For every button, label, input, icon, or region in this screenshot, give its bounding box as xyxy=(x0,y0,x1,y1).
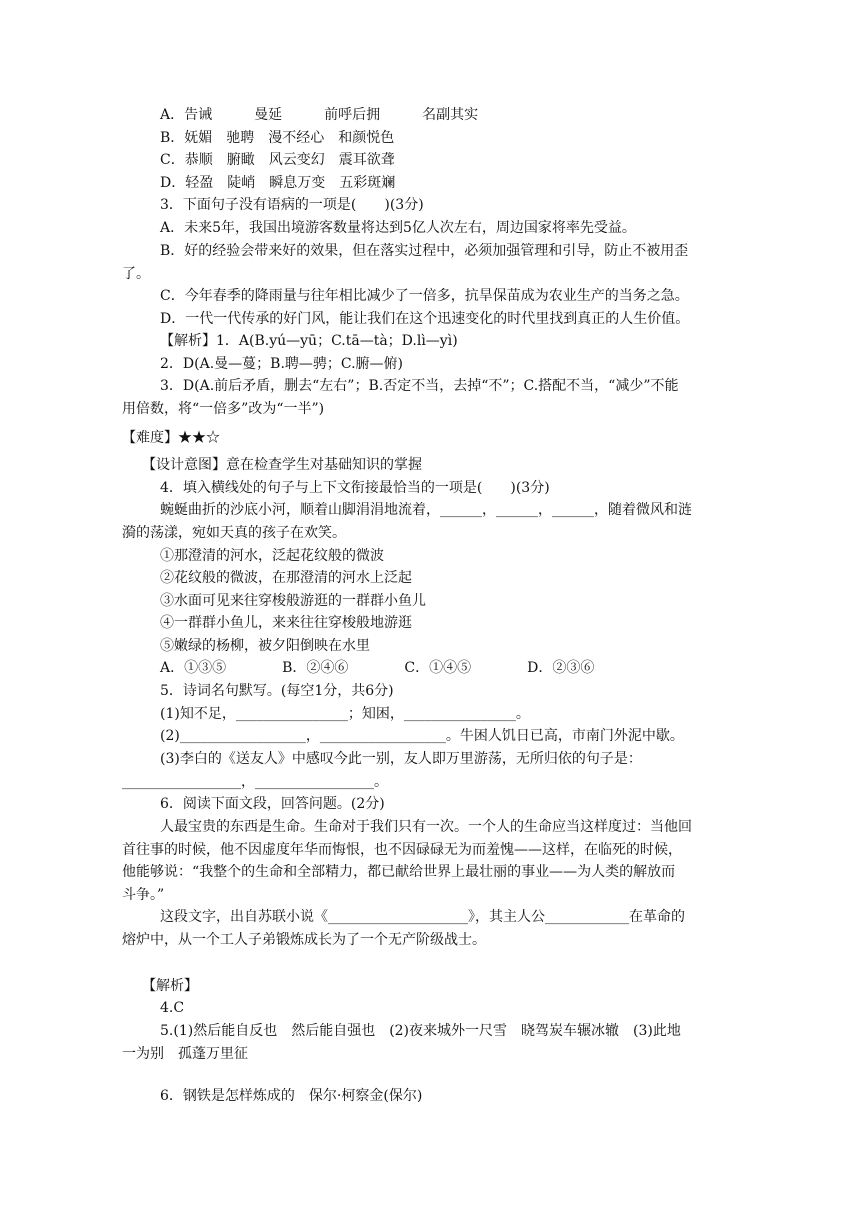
q6-passage-4: 斗争。” xyxy=(122,887,165,903)
analysis-2: 2．D(A.曼—蔓；B.聘—骋；C.腑—俯) xyxy=(160,356,404,372)
question-4: 4．填入横线处的句子与上下文衔接最恰当的一项是( )(3分) xyxy=(160,480,550,496)
q3-option-c: C．今年春季的降雨量与往年相比减少了一倍多，抗旱保苗成为农业生产的当务之急。 xyxy=(160,288,689,304)
q3-option-d: D．一代一代传承的好门风，能让我们在这个迅速变化的时代里找到真正的人生价值。 xyxy=(160,311,690,327)
q6-passage-3: 他能够说：“我整个的生命和全部精力，都已献给世界上最壮丽的事业——为人类的解放而 xyxy=(122,864,676,880)
q5-item-1: (1)知不足，________________；知困，________________。 xyxy=(160,706,530,722)
q5-item-2: (2)__________________，__________________。牛困人饥日已高，市南门外泥中歇。 xyxy=(160,728,684,744)
q4-passage: 蜿蜒曲折的沙底小河，顺着山脚涓涓地流着，______，______，______，随着微风和涟 xyxy=(160,502,692,518)
q5-item-3-blanks: _________________，_________________。 xyxy=(122,774,388,790)
option-b-line: B．妩媚 驰聘 漫不经心 和颜悦色 xyxy=(160,130,395,146)
q4-item-5: ⑤嫩绿的杨柳，被夕阳倒映在水里 xyxy=(160,638,370,654)
answer-6: 6．钢铁是怎样炼成的 保尔·柯察金(保尔) xyxy=(160,1088,423,1104)
q4-passage-cont: 漪的荡漾，宛如天真的孩子在欢笑。 xyxy=(122,525,346,541)
difficulty: 【难度】★★☆ xyxy=(122,430,220,446)
q4-item-4: ④一群群小鱼儿，来来往往穿梭般地游逛 xyxy=(160,615,412,631)
q5-item-3: (3)李白的《送友人》中感叹今此一别，友人即万里游荡，无所归依的句子是： xyxy=(160,751,642,767)
answer-5-cont: 一为别 孤蓬万里征 xyxy=(122,1046,248,1062)
q4-item-2: ②花纹般的微波，在那澄清的河水上泛起 xyxy=(160,570,412,586)
question-6: 6．阅读下面文段，回答问题。(2分) xyxy=(160,796,385,812)
question-5: 5．诗词名句默写。(每空1分，共6分) xyxy=(160,683,394,699)
q4-options: A．①③⑤ B．②④⑥ C．①④⑤ D．②③⑥ xyxy=(160,660,595,676)
q4-item-3: ③水面可见来往穿梭般游逛的一群群小鱼儿 xyxy=(160,593,426,609)
option-d-line: D．轻盈 陡峭 瞬息万变 五彩斑斓 xyxy=(160,175,396,191)
answer-heading: 【解析】 xyxy=(142,978,198,994)
option-c-line: C．恭顺 腑瞰 风云变幻 震耳欲聋 xyxy=(160,152,395,168)
q6-passage-2: 首往事的时候，他不因虚度年华而悔恨，也不因碌碌无为而羞愧——这样，在临死的时候， xyxy=(122,842,682,858)
q6-question-cont: 熔炉中，从一个工人子弟锻炼成长为了一个无产阶级战士。 xyxy=(122,932,486,948)
q4-item-1: ①那澄清的河水，泛起花纹般的微波 xyxy=(160,548,384,564)
answer-4: 4.C xyxy=(160,1000,185,1016)
analysis-1: 【解析】1．A(B.yú—yū；C.tā—tà；D.lì—yì) xyxy=(160,333,458,349)
analysis-3-cont: 用倍数，将“一倍多”改为“一半”) xyxy=(122,401,325,417)
option-a-line: A．告诫 曼延 前呼后拥 名副其实 xyxy=(160,107,479,123)
design-intent: 【设计意图】意在检查学生对基础知识的掌握 xyxy=(142,457,422,473)
q6-question: 这段文字，出自苏联小说《____________________》，其主人公____________在革命的 xyxy=(160,909,685,925)
answer-5: 5.(1)然后能自反也 然后能自强也 (2)夜来城外一尺雪 晓驾炭车辗冰辙 (3)此地 xyxy=(160,1023,681,1039)
q3-option-b: B．好的经验会带来好的效果，但在落实过程中，必须加强管理和引导，防止不被用歪 xyxy=(160,243,689,259)
question-3: 3．下面句子没有语病的一项是( )(3分) xyxy=(160,197,424,213)
analysis-3: 3．D(A.前后矛盾，删去“左右”；B.否定不当，去掉“不”；C.搭配不当，“减少”不能 xyxy=(160,378,679,394)
q3-option-a: A．未来5年，我国出境游客数量将达到5亿人次左右，周边国家将率先受益。 xyxy=(160,220,636,236)
q3-option-b-cont: 了。 xyxy=(122,266,150,282)
q6-passage-1: 人最宝贵的东西是生命。生命对于我们只有一次。一个人的生命应当这样度过：当他回 xyxy=(160,819,692,835)
